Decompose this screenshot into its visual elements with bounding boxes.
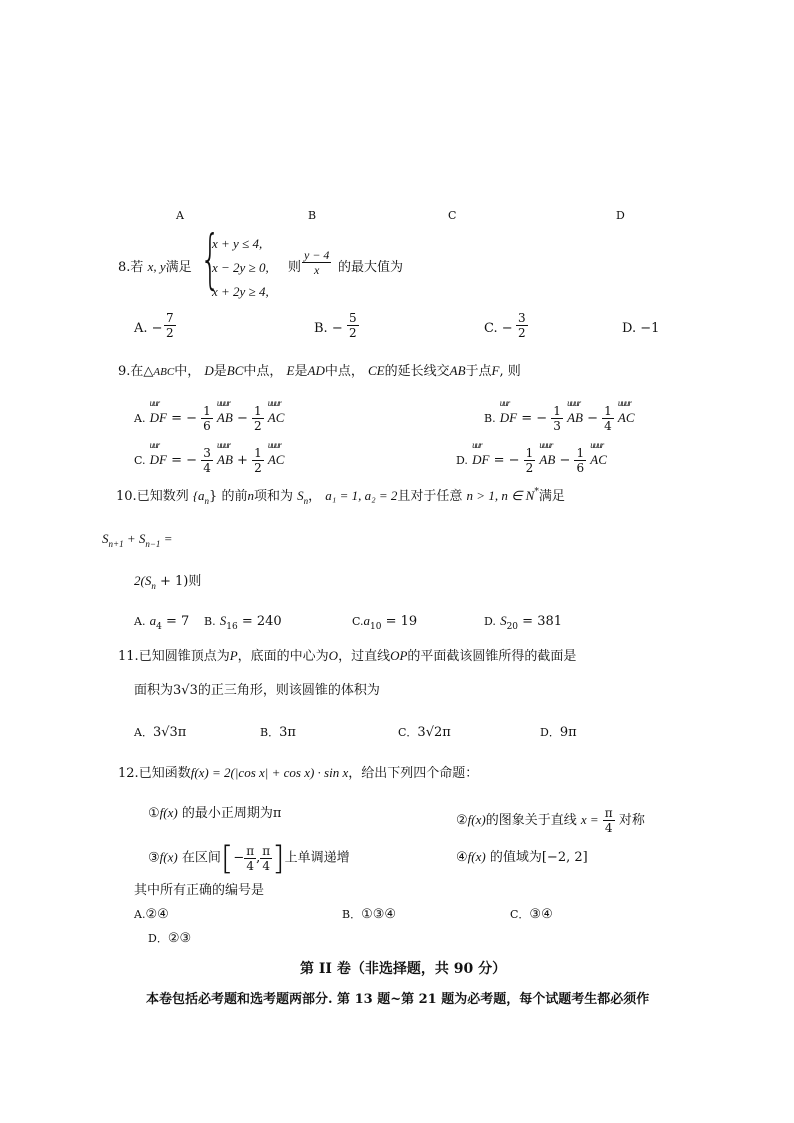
q12-proposition-4: ④f(x) 的值域为[−2, 2] [456, 849, 588, 865]
q8-option-a: A. − [134, 321, 163, 336]
q12-proposition-3: ③f(x) 在区间[− $\frac{\pi}{4}$ , $\frac{\pi}{4}$ ]上单调递增 [148, 839, 350, 877]
q12-option-d: D．②③ [148, 931, 192, 946]
q8-constraint-3: x + 2y ≥ 4, [212, 284, 269, 299]
q8-option-a-frac: $\frac{7}{2}$ [166, 311, 174, 340]
q11-option-b: B．3π [260, 725, 296, 740]
q9-option-d: D. uur DF = − $\frac{1}{2}$ uuur AB − $\frac{1}{6}$ uuur AC [456, 440, 607, 475]
q11-stem: 11.已知圆锥顶点为P，底面的中心为O，过直线OP的平面截该圆锥所得的截面是 [118, 648, 577, 664]
q12-option-b: B．①③④ [342, 907, 397, 922]
q12-option-a: A.②④ [134, 907, 169, 922]
q8-constraint-2: x − 2y ≥ 0, [212, 260, 269, 275]
q12-option-c: C．③④ [510, 907, 553, 922]
q10-line-2: $S_{n+1} + S_{n-1}$ = [102, 531, 173, 549]
part-2-title: 第 II 卷（非选择题，共 90 分） [300, 961, 507, 977]
q12-ask: 其中所有正确的编号是 [134, 883, 265, 898]
q8-tail: 的最大值为 [338, 260, 404, 275]
q7-option-a: A [176, 209, 184, 222]
q10-option-d: D. $S_{20} = 381$ [484, 613, 563, 632]
q7-option-c: C [448, 209, 457, 222]
q11-option-d: D．9π [540, 725, 577, 740]
q8-then: 则 [288, 260, 302, 275]
q8-fraction: $\frac{y - 4}{x}$ [304, 248, 330, 277]
q9-stem: 9.在△ABC中， D是BC中点， E是AD中点， CE的延长线交AB于点F, 则 [118, 363, 521, 379]
q10-line-3: $2(S_n + 1)$则 [134, 573, 202, 591]
q9-option-c: C. uur DF = − $\frac{3}{4}$ uuur AB + $\frac{1}{2}$ uuur AC [134, 440, 285, 475]
q8-option-c: C. − [484, 321, 513, 336]
q10-option-b: B. $S_{16} = 240$ [204, 613, 282, 632]
q7-option-d: D [616, 209, 625, 222]
q10-option-c: $C.a_{10} = 19$ [352, 613, 418, 632]
q10-stem: 10.已知数列 $\{a_n\}$ 的前n项和为 $S_n$， a₁ = 1, a₂ = 2且对于任意 n > 1, n ∈ N*满足 [116, 487, 565, 506]
q10-option-a: A. $a_4 = 7$ [134, 613, 190, 632]
q8-option-c-frac: $\frac{3}{2}$ [518, 311, 526, 340]
q11-option-c: C．3√2π [398, 725, 451, 740]
q11-option-a: A．3√3π [134, 725, 187, 740]
q11-line-2: 面积为3√3的正三角形，则该圆锥的体积为 [134, 683, 380, 698]
q8-option-d: D. −1 [622, 321, 660, 336]
q8-constraint-1: x + y ≤ 4, [212, 236, 263, 251]
q8-option-b-frac: $\frac{5}{2}$ [349, 311, 357, 340]
q8-brace: { [200, 223, 221, 297]
q12-proposition-1: ①f(x) 的最小正周期为π [148, 805, 282, 821]
q12-stem: 12.已知函数f(x) = 2(|cos x| + cos x) · sin x，给出下列四个命题： [118, 765, 479, 781]
q7-option-b: B [308, 209, 317, 222]
q8-option-b: B. − [314, 321, 343, 336]
q9-option-a: A. uur DF = − $\frac{1}{6}$ uuur AB − $\frac{1}{2}$ uuur AC [134, 398, 285, 433]
q12-proposition-2: ②f(x)的图象关于直线 x = $\frac{\pi}{4}$ 对称 [456, 806, 645, 835]
q9-option-b: B. uur DF = − $\frac{1}{3}$ uuur AB − $\frac{1}{4}$ uuur AC [484, 398, 635, 433]
part-2-note: 本卷包括必考题和选考题两部分. 第 13 题~第 21 题为必考题，每个试题考生都必须作 [146, 992, 650, 1007]
q8-stem: 8.若 x, y满足 [118, 259, 192, 275]
